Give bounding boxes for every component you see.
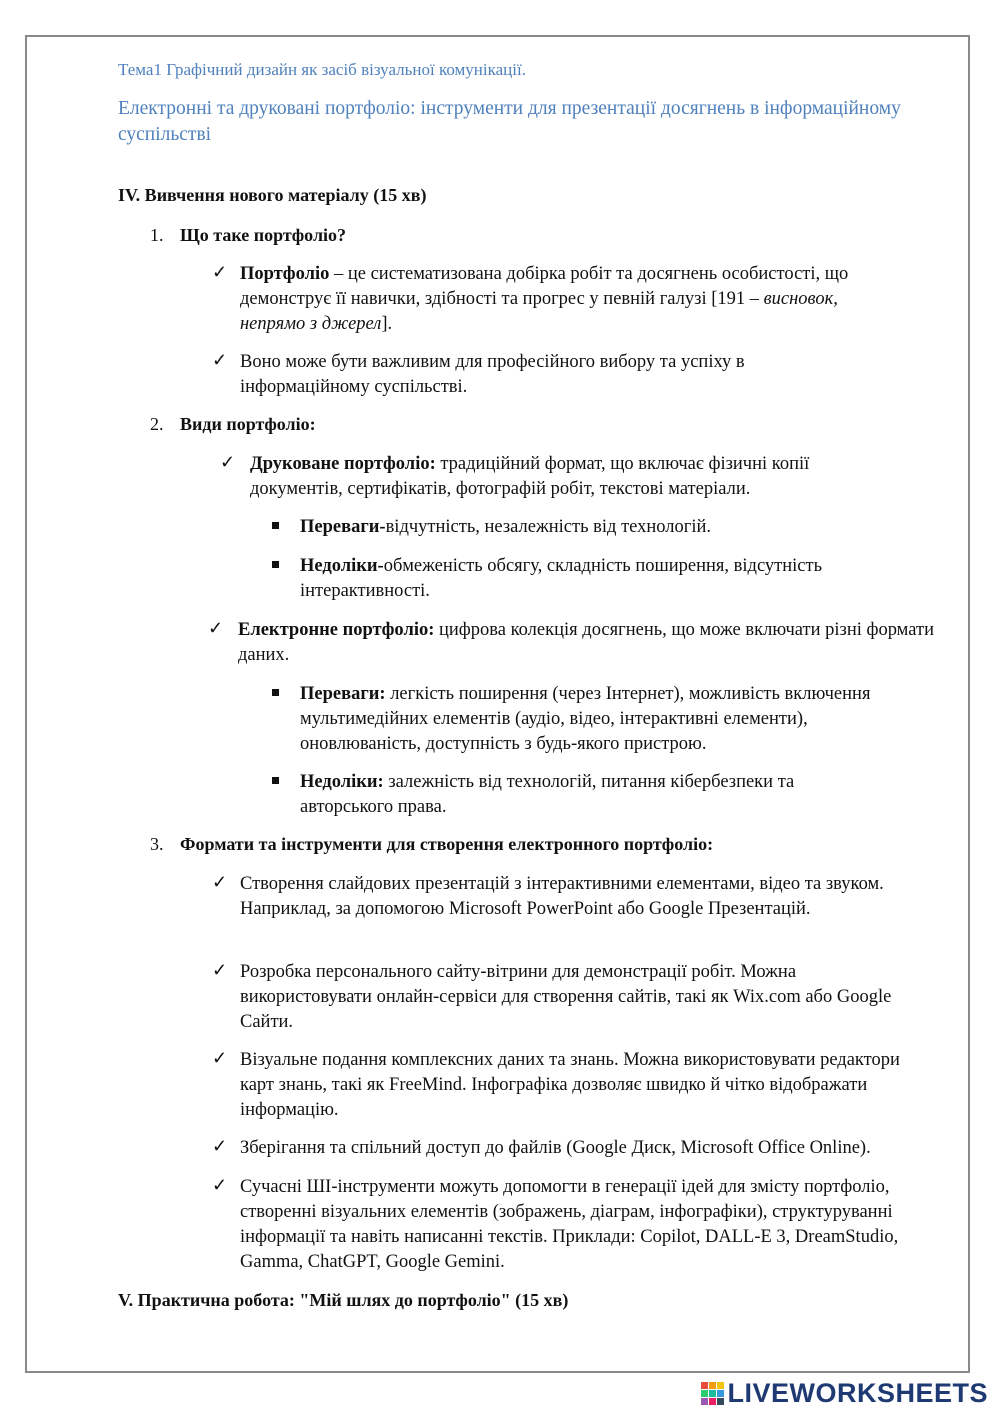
- print-portfolio: Друковане портфоліо: традиційний формат, що включає фізичні копії документів, сертифікатів, фотографій робіт, текстові матеріали.: [250, 454, 810, 499]
- section-5-heading: V. Практична робота: "Мій шлях до портфоліо" (15 хв): [118, 1290, 569, 1310]
- tool-bullet: Сучасні ШІ-інструменти можуть допомогти в генерації ідей для змісту портфоліо, створенні візуальних елементів (зображень, діаграм, інфографіки), структуруванні інформації та навіть написанні текстів. Приклади: Copilot, DALL-E 3, DreamStudio, Gamma, ChatGPT, Google Gemini.: [240, 1177, 899, 1272]
- liveworksheets-logo: [701, 1378, 988, 1408]
- check-icon: ✓: [208, 618, 224, 638]
- logo-grid-icon: [701, 1382, 724, 1405]
- check-icon: ✓: [212, 1136, 228, 1156]
- check-icon: ✓: [212, 960, 228, 980]
- logo-tile: [701, 1398, 708, 1405]
- logo-tile: [717, 1382, 724, 1389]
- page-subtitle: Електронні та друковані портфоліо: інструменти для презентації досягнень в інформаційному суспільстві: [118, 98, 901, 145]
- topic-line: Тема1 Графічний дизайн як засіб візуальної комунікації.: [118, 60, 526, 79]
- item-1-title: Що таке портфоліо?: [180, 225, 347, 245]
- item-2-number: 2.: [150, 414, 164, 434]
- electronic-disadvantages: Недоліки: залежність від технологій, питання кібербезпеки та авторського права.: [300, 772, 795, 817]
- item-2-title: Види портфоліо:: [180, 414, 316, 434]
- item-3-number: 3.: [150, 834, 164, 854]
- logo-text: LIVEWORKSHEETS: [727, 1377, 988, 1408]
- logo-tile: [709, 1398, 716, 1405]
- item-3-title: Формати та інструменти для створення електронного портфоліо:: [180, 834, 714, 854]
- logo-tile: [717, 1390, 724, 1397]
- logo-tile: [701, 1382, 708, 1389]
- square-bullet-icon: [272, 561, 279, 568]
- check-icon: ✓: [220, 452, 236, 472]
- print-disadvantages: Недоліки-обмеженість обсягу, складність поширення, відсутність інтерактивності.: [300, 556, 823, 601]
- tool-bullet: Розробка персонального сайту-вітрини для демонстрації робіт. Можна використовувати онлайн-сервіси для створення сайтів, такі як Wix.com або Google Сайти.: [240, 962, 892, 1032]
- tool-bullet: Візуальне подання комплексних даних та знань. Можна використовувати редактори карт знань, такі як FreeMind. Інфографіка дозволяє швидко й чітко відображати інформацію.: [240, 1050, 900, 1120]
- logo-tile: [701, 1390, 708, 1397]
- logo-tile: [709, 1390, 716, 1397]
- tool-bullet: Створення слайдових презентацій з інтерактивними елементами, відео та звуком. Наприклад, за допомогою Microsoft PowerPoint або Google Презентацій.: [240, 874, 884, 919]
- check-icon: ✓: [212, 350, 228, 370]
- check-icon: ✓: [212, 1175, 228, 1195]
- square-bullet-icon: [272, 777, 279, 784]
- logo-tile: [717, 1398, 724, 1405]
- square-bullet-icon: [272, 522, 279, 529]
- section-4-heading: IV. Вивчення нового матеріалу (15 хв): [118, 185, 427, 205]
- electronic-portfolio: Електронне портфоліо: цифрова колекція досягнень, що може включати різні формати даних.: [238, 620, 934, 665]
- print-advantages: Переваги-відчутність, незалежність від технологій.: [300, 517, 712, 537]
- logo-tile: [709, 1382, 716, 1389]
- item-1-number: 1.: [150, 225, 164, 245]
- check-icon: ✓: [212, 872, 228, 892]
- portfolio-definition: Портфоліо – це систематизована добірка робіт та досягнень особистості, що демонструє її навички, здібності та прогрес у певній галузі [191 – висновок, непрямо з джерел].: [240, 264, 849, 334]
- square-bullet-icon: [272, 689, 279, 696]
- electronic-advantages: Переваги: легкість поширення (через Інтернет), можливість включення мультимедійних елементів (аудіо, відео, інтерактивні елементи), оновлюваність, доступність з будь-якого пристрою.: [300, 684, 871, 754]
- check-icon: ✓: [212, 1048, 228, 1068]
- portfolio-importance: Воно може бути важливим для професійного вибору та успіху в інформаційному суспільстві.: [240, 352, 745, 397]
- check-icon: ✓: [212, 262, 228, 282]
- tool-bullet: Зберігання та спільний доступ до файлів (Google Диск, Microsoft Office Online).: [240, 1138, 871, 1158]
